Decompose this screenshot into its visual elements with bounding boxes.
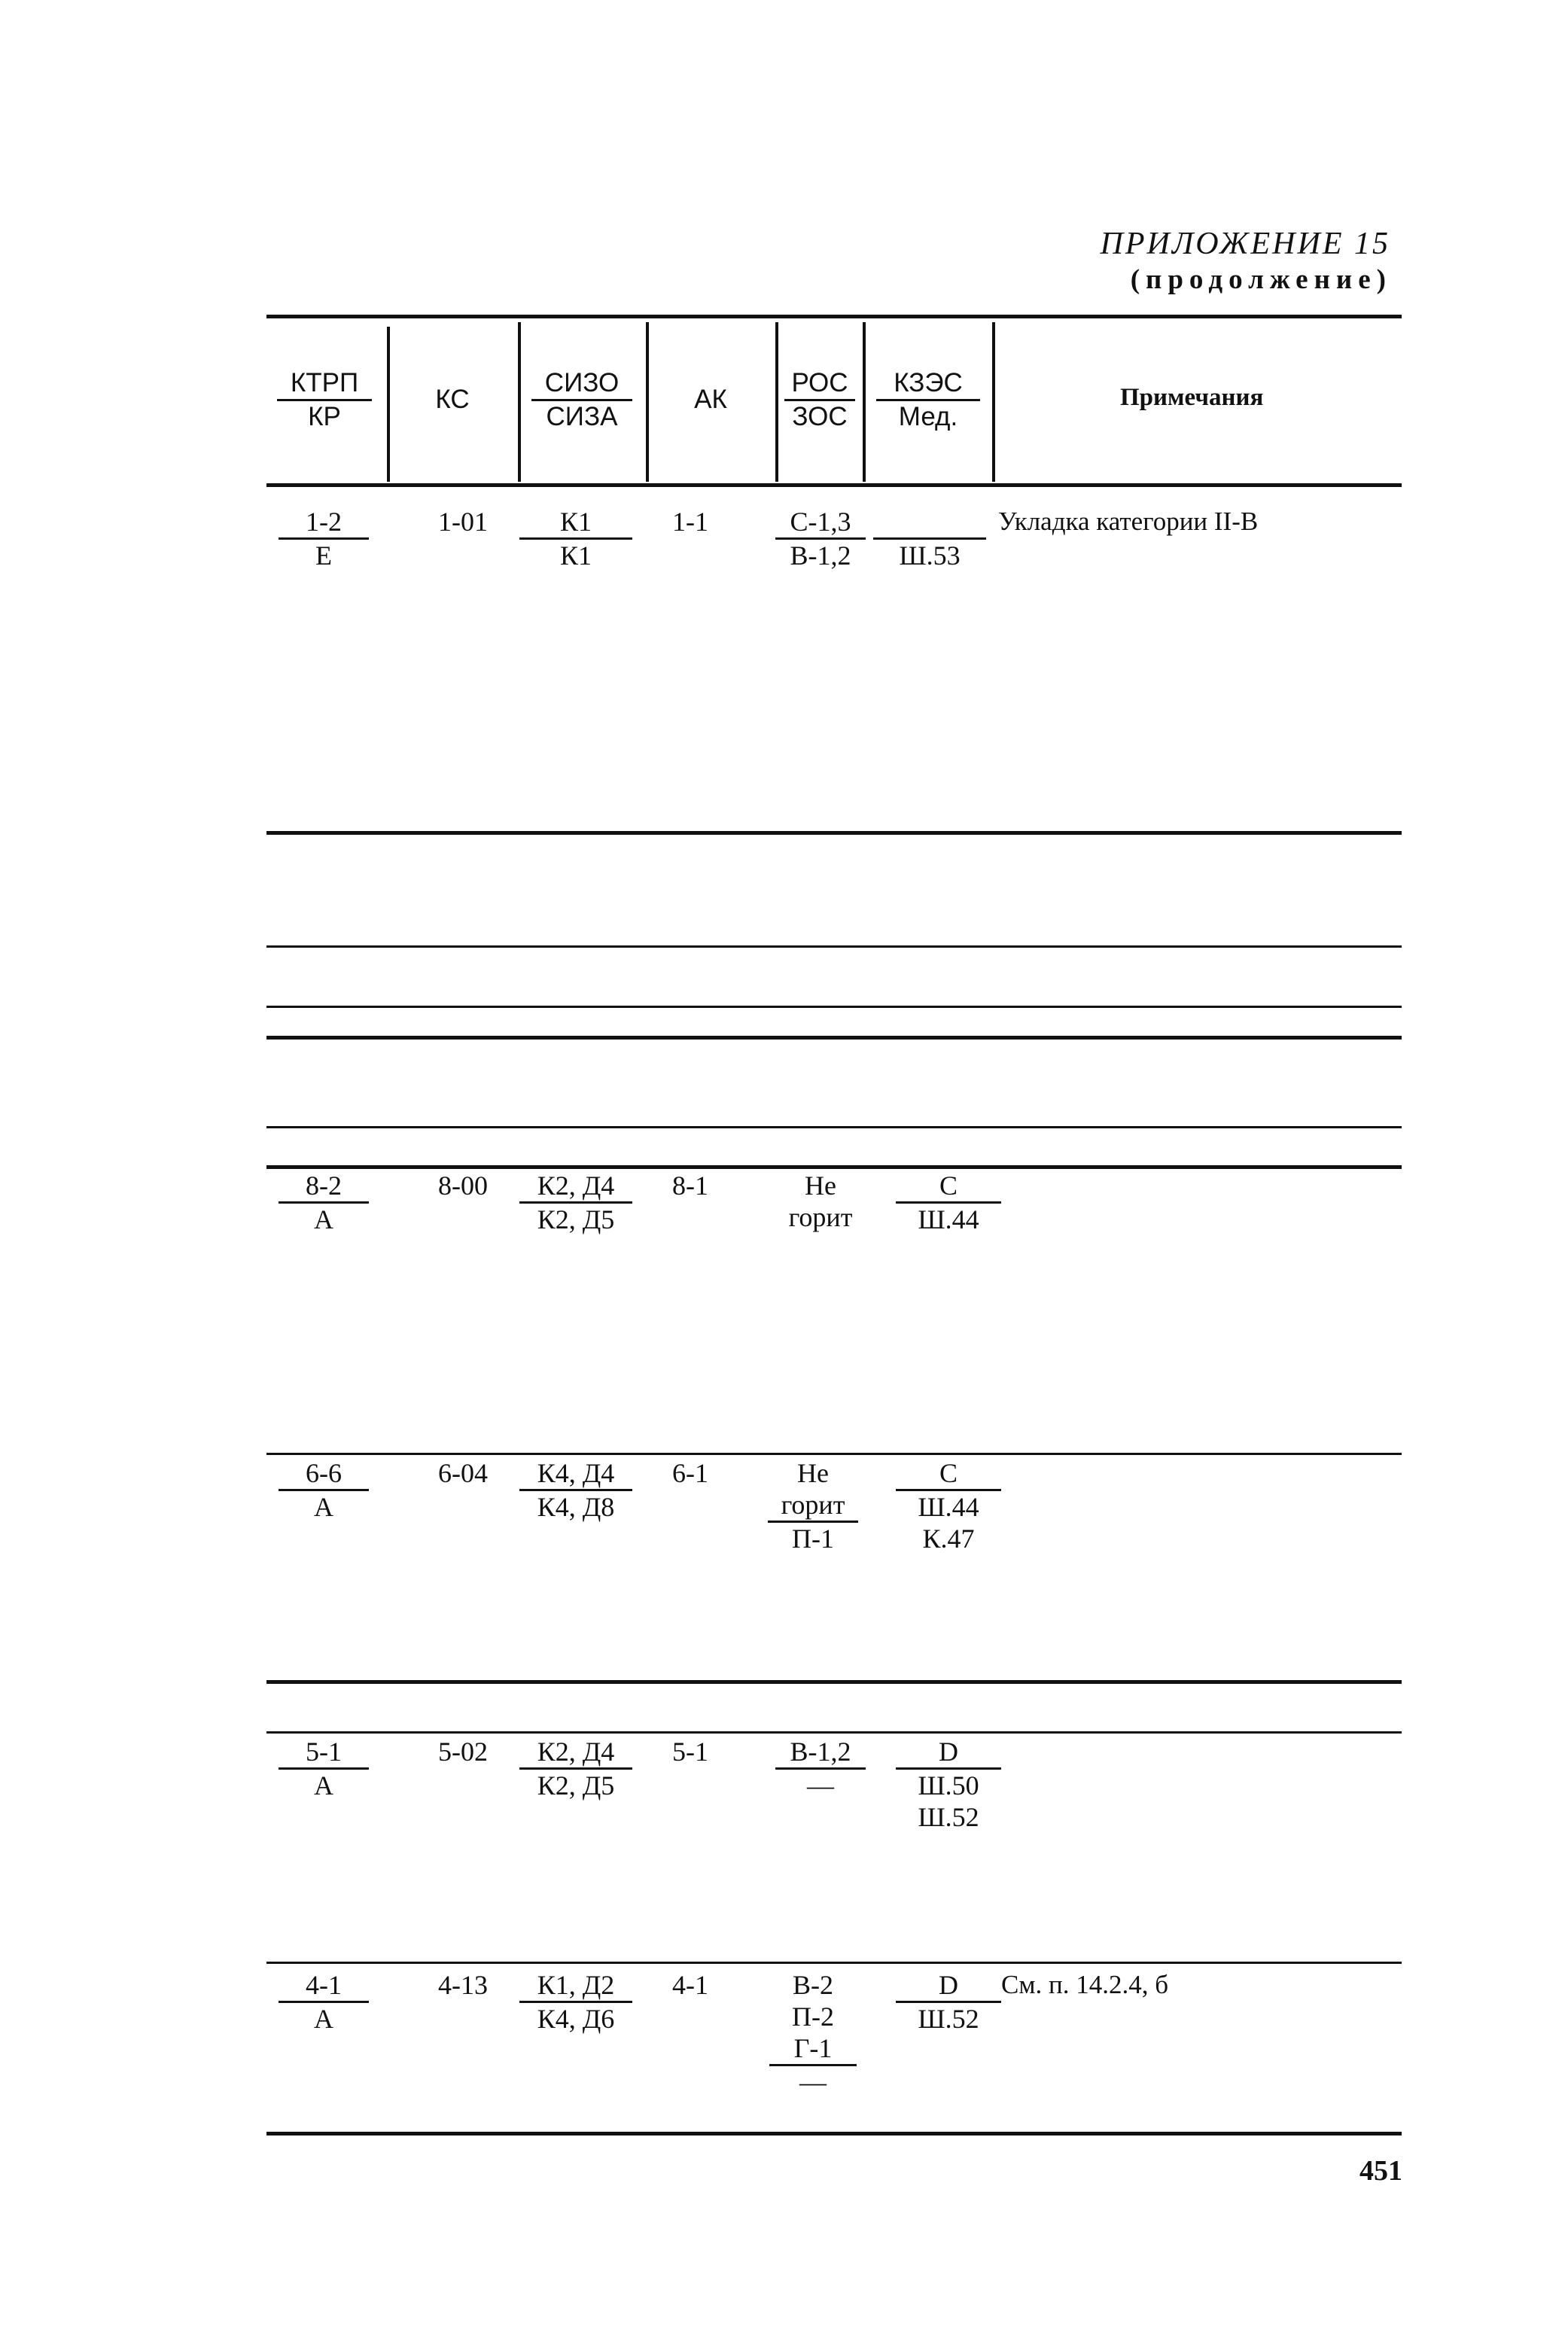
page-number: 451 <box>1359 2155 1402 2187</box>
col-header-ros: РОС <box>784 367 855 401</box>
col-header-ktrp-kr <box>266 367 382 433</box>
cell-med-1: Ш.53 <box>899 540 961 571</box>
col-header-zos: ЗОС <box>792 402 848 431</box>
table-row-1-kzes-med <box>873 506 986 571</box>
table-row-3-ak: 6-1 <box>672 1458 708 1488</box>
cell-ktrp: 1-2 <box>279 506 369 540</box>
table-row-1-ak: 1-1 <box>672 507 708 537</box>
table-row-4-ak: 5-1 <box>672 1737 708 1767</box>
section-rule <box>266 1126 1402 1128</box>
col-divider <box>992 322 995 482</box>
cell-kr: Е <box>315 540 332 571</box>
col-header-ak: АК <box>694 385 727 414</box>
cell-kzes <box>873 506 986 540</box>
table-row-3-ros: Не горит П-1 <box>760 1457 866 1554</box>
col-header-kzes-med <box>866 367 991 433</box>
cell-sizo: К1 <box>519 506 632 540</box>
col-header-ros-zos <box>778 367 861 433</box>
row-rule <box>266 1453 1402 1455</box>
table-row-3-kzes-med: С Ш.44 К.47 <box>896 1457 1001 1554</box>
table-row-4-kzes-med: D Ш.50 Ш.52 <box>896 1736 1001 1833</box>
table-row-4-sizo-siza: К2, Д4 К2, Д5 <box>519 1736 632 1801</box>
table-row-1-ktrp-kr <box>279 506 369 571</box>
table-top-rule <box>266 315 1402 318</box>
col-header-sizo: СИЗО <box>531 367 632 401</box>
table-row-5-ktrp-kr: 4-1 А <box>279 1969 369 2035</box>
col-header-ks: КС <box>435 385 470 414</box>
table-row-2-sizo-siza: К2, Д4 К2, Д5 <box>519 1170 632 1235</box>
table-row-5-kzes-med: D Ш.52 <box>896 1969 1001 2035</box>
table-row-5-ros: В-2 П-2 Г-1 — <box>760 1969 866 2098</box>
col-header-ktrp: КТРП <box>277 367 372 401</box>
row-rule <box>266 1962 1402 1964</box>
table-row-5-ak: 4-1 <box>672 1970 708 2000</box>
cell-siza: К1 <box>559 540 592 571</box>
table-row-5-ks: 4-13 <box>438 1970 488 2000</box>
col-header-kzes: КЗЭС <box>876 367 980 401</box>
appendix-subtitle: (продолжение) <box>1130 264 1392 295</box>
section-rule <box>266 1165 1402 1169</box>
table-row-5-sizo-siza: К1, Д2 К4, Д6 <box>519 1969 632 2035</box>
table-row-2-ktrp-kr: 8-2 А <box>279 1170 369 1235</box>
cell-ros-1: С-1,3 <box>775 506 866 540</box>
header-bottom-rule <box>266 483 1402 487</box>
table-row-3-ks: 6-04 <box>438 1458 488 1488</box>
table-row-2-kzes-med: С Ш.44 <box>896 1170 1001 1235</box>
section-rule <box>266 1680 1402 1684</box>
table-row-1-ks: 1-01 <box>438 507 488 537</box>
table-row-4-ktrp-kr: 5-1 А <box>279 1736 369 1801</box>
table-bottom-rule <box>266 2132 1402 2135</box>
appendix-title: ПРИЛОЖЕНИЕ 15 <box>1100 227 1390 261</box>
col-header-med: Мед. <box>898 402 958 431</box>
table-row-3-ktrp-kr: 6-6 А <box>279 1457 369 1523</box>
table-row-5-note: См. п. 14.2.4, б <box>1001 1970 1169 1999</box>
col-header-sizo-siza <box>521 367 643 433</box>
table-row-2-ak: 8-1 <box>672 1170 708 1201</box>
col-header-siza: СИЗА <box>546 402 618 431</box>
section-rule <box>266 831 1402 835</box>
section-rule <box>266 1036 1402 1040</box>
cell-ros-2: В-1,2 <box>790 540 851 571</box>
table-row-4-ks: 5-02 <box>438 1737 488 1767</box>
col-header-notes: Примечания <box>1120 384 1264 411</box>
section-rule <box>266 1006 1402 1008</box>
table-row-1-note: Укладка категории II-В <box>998 507 1259 536</box>
table-row-1-ros <box>775 506 866 571</box>
table-row-2-ks: 8-00 <box>438 1170 488 1201</box>
col-header-kr: КР <box>308 402 341 431</box>
table-row-3-sizo-siza: К4, Д4 К4, Д8 <box>519 1457 632 1523</box>
table-row-2-ros: Не горит <box>788 1170 853 1232</box>
table-row-1-sizo-siza <box>519 506 632 571</box>
row-rule <box>266 1731 1402 1734</box>
table-row-4-ros: В-1,2 — <box>775 1736 866 1801</box>
section-rule <box>266 945 1402 948</box>
